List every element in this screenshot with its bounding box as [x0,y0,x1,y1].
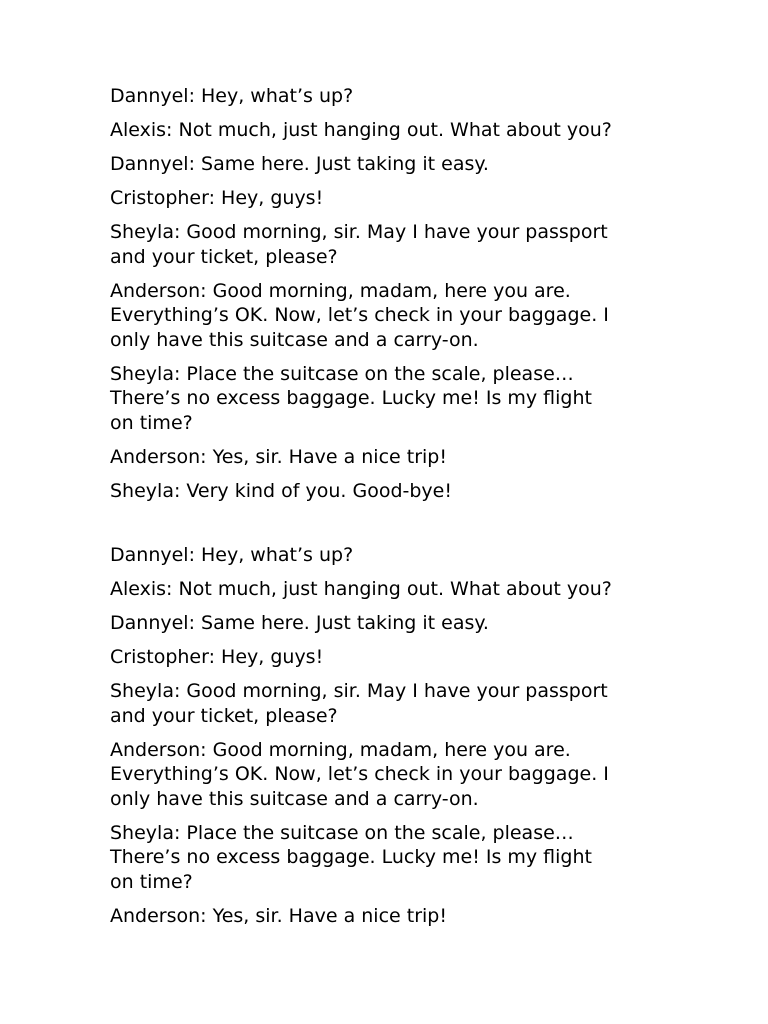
text-line: Anderson: Good morning, madam, here you are. [110,279,571,302]
text-line: on time? [110,870,193,893]
text-line: Cristopher: Hey, guys! [110,646,324,668]
text-line: Alexis: Not much, just hanging out. What about you? [110,578,612,600]
dialogue-line [110,362,670,436]
text-line: Dannyel: Same here. Just taking it easy. [110,153,489,175]
text-line: There’s no excess baggage. Lucky me! Is my flight [110,846,592,868]
text-line: Dannyel: Hey, what’s up? [110,544,354,566]
dialogue-line [110,84,670,109]
dialogue-line [110,445,670,470]
text-line: Dannyel: Hey, what’s up? [110,85,354,107]
dialogue-line [110,611,670,636]
dialogue-line [110,279,670,353]
text-line: Dannyel: Same here. Just taking it easy. [110,612,489,634]
text-line: Sheyla: Place the suitcase on the scale, please… [110,362,574,385]
text-line: Everything’s OK. Now, let’s check in your baggage. I [110,304,609,326]
document-page [110,84,670,938]
dialogue-line [110,577,670,602]
dialogue-line [110,679,670,728]
dialogue-block [110,543,670,928]
text-line: Sheyla: Very kind of you. Good-bye! [110,479,452,502]
text-line: Cristopher: Hey, guys! [110,187,324,209]
text-line: Anderson: Good morning, madam, here you are. [110,738,571,761]
dialogue-line [110,220,670,269]
text-line: There’s no excess baggage. Lucky me! Is my flight [110,387,592,409]
text-line: only have this suitcase and a carry-on. [110,328,479,351]
dialogue-line [110,186,670,211]
text-line: and your ticket, please? [110,245,338,268]
text-line: Everything’s OK. Now, let’s check in your baggage. I [110,763,609,785]
dialogue-line [110,904,670,929]
dialogue-block [110,84,670,503]
dialogue-line [110,738,670,812]
dialogue-line [110,543,670,568]
text-line: and your ticket, please? [110,704,338,727]
dialogue-line [110,645,670,670]
text-line: Sheyla: Good morning, sir. May I have your passport [110,680,608,702]
text-line: only have this suitcase and a carry-on. [110,787,479,810]
dialogue-line [110,152,670,177]
text-line: Alexis: Not much, just hanging out. What about you? [110,119,612,141]
dialogue-line [110,479,670,504]
dialogue-line [110,821,670,895]
text-line: Sheyla: Good morning, sir. May I have your passport [110,221,608,243]
text-line: Anderson: Yes, sir. Have a nice trip! [110,904,447,927]
text-line: on time? [110,411,193,434]
text-line: Sheyla: Place the suitcase on the scale, please… [110,821,574,844]
text-line: Anderson: Yes, sir. Have a nice trip! [110,445,447,468]
dialogue-line [110,118,670,143]
